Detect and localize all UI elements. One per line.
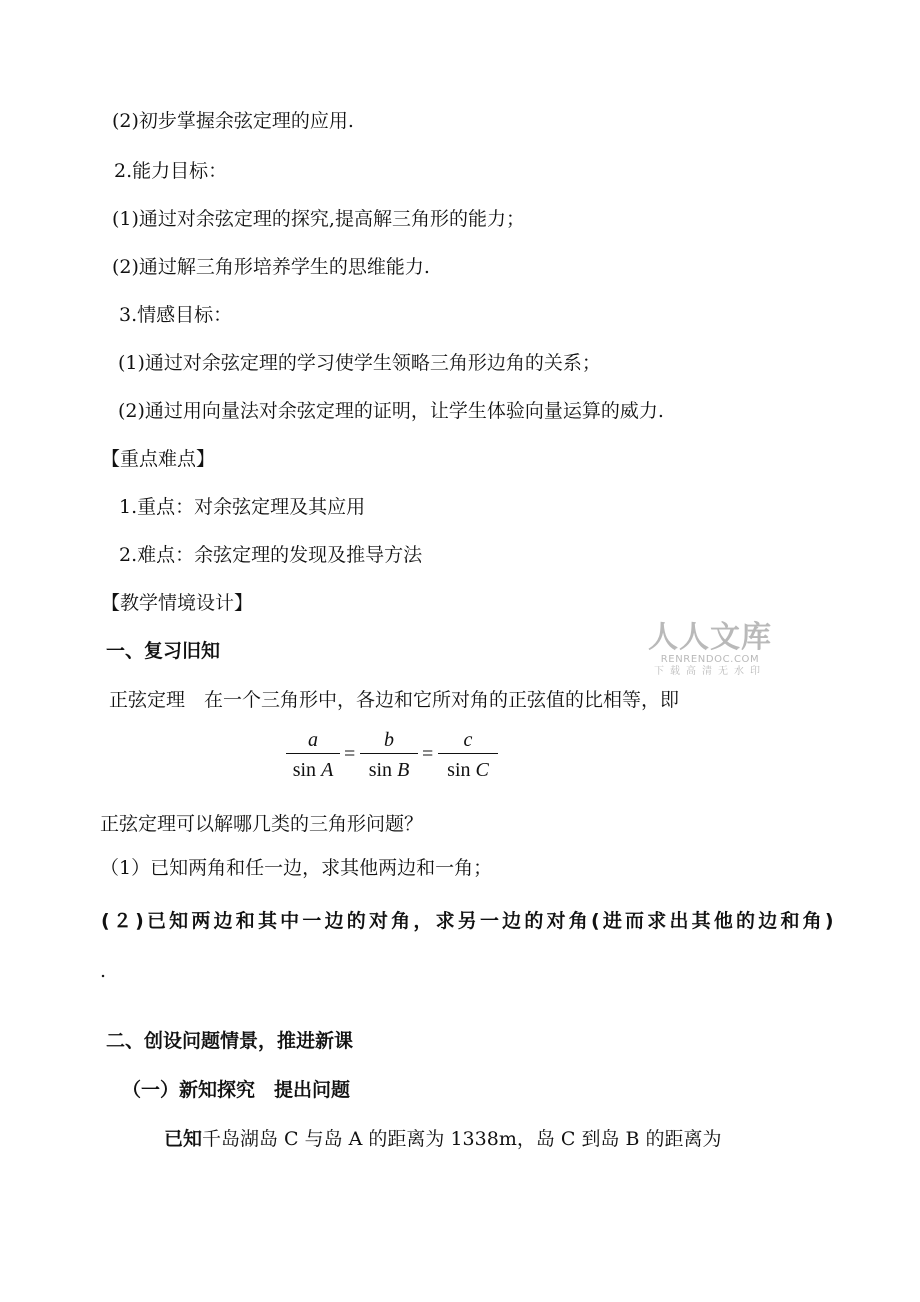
fraction-bar [438, 753, 498, 754]
sine-law-intro: 正弦定理 在一个三角形中，各边和它所对角的正弦值的比相等，即 [109, 689, 680, 711]
emotion-goal-item-1: (1)通过对余弦定理的学习使学生领略三角形边角的关系； [118, 352, 601, 374]
emotion-goal-heading: 3.情感目标： [119, 304, 233, 326]
difficulty-point: 2.难点：余弦定理的发现及推导方法 [119, 544, 423, 566]
fraction-bar [360, 753, 418, 754]
fraction-c-over-sin-c [438, 728, 498, 783]
sine-law-formula [284, 728, 514, 786]
watermark-slogan: 下载高清无水印 [654, 666, 766, 677]
equals-sign-1: = [344, 743, 356, 765]
solvable-case-1: （1）已知两角和任一边，求其他两边和一角； [100, 857, 493, 879]
ability-goal-item-1: (1)通过对余弦定理的探究,提高解三角形的能力； [112, 208, 525, 230]
solvable-case-2: (２)已知两边和其中一边的对角，求另一边的对角(进而求出其他的边和角) [101, 910, 837, 932]
watermark-domain: RENRENDOC.COM [660, 654, 760, 665]
numerator-a: a [308, 729, 318, 751]
section-2-title: 二、创设问题情景，推进新课 [106, 1030, 354, 1052]
numerator-b: b [384, 729, 394, 751]
denominator-sin-c: sin C [447, 759, 489, 781]
watermark-logo-text: 人人文库 [648, 620, 772, 655]
problem-statement [164, 1126, 722, 1152]
sine-law-question: 正弦定理可以解哪几类的三角形问题？ [100, 813, 424, 835]
solvable-case-2-end: . [100, 960, 107, 982]
design-heading: 【教学情境设计】 [101, 592, 254, 614]
focus-point: 1.重点：对余弦定理及其应用 [119, 496, 366, 518]
ability-goal-heading: 2.能力目标： [114, 160, 228, 182]
denominator-sin-a: sin A [292, 759, 334, 781]
fraction-b-over-sin-b [360, 728, 418, 783]
fraction-bar [286, 753, 340, 754]
problem-text: 千岛湖岛 C 与岛 A 的距离为 1338m，岛 C 到岛 B 的距离为 [202, 1128, 722, 1150]
emotion-goal-item-2: (2)通过用向量法对余弦定理的证明，让学生体验向量运算的威力. [118, 400, 664, 422]
knowledge-goal-item-2: (2)初步掌握余弦定理的应用. [112, 110, 354, 132]
denominator-sin-b: sin B [368, 759, 410, 781]
ability-goal-item-2: (2)通过解三角形培养学生的思维能力. [112, 256, 430, 278]
key-points-heading: 【重点难点】 [101, 448, 216, 470]
problem-lead: 已知 [164, 1128, 203, 1150]
numerator-c: c [463, 729, 473, 751]
watermark-logo [646, 622, 774, 678]
subsection-1-title: （一）新知探究 提出问题 [122, 1079, 351, 1101]
equals-sign-2: = [422, 743, 434, 765]
section-1-title: 一、复习旧知 [106, 640, 221, 662]
fraction-a-over-sin-a [286, 728, 340, 783]
